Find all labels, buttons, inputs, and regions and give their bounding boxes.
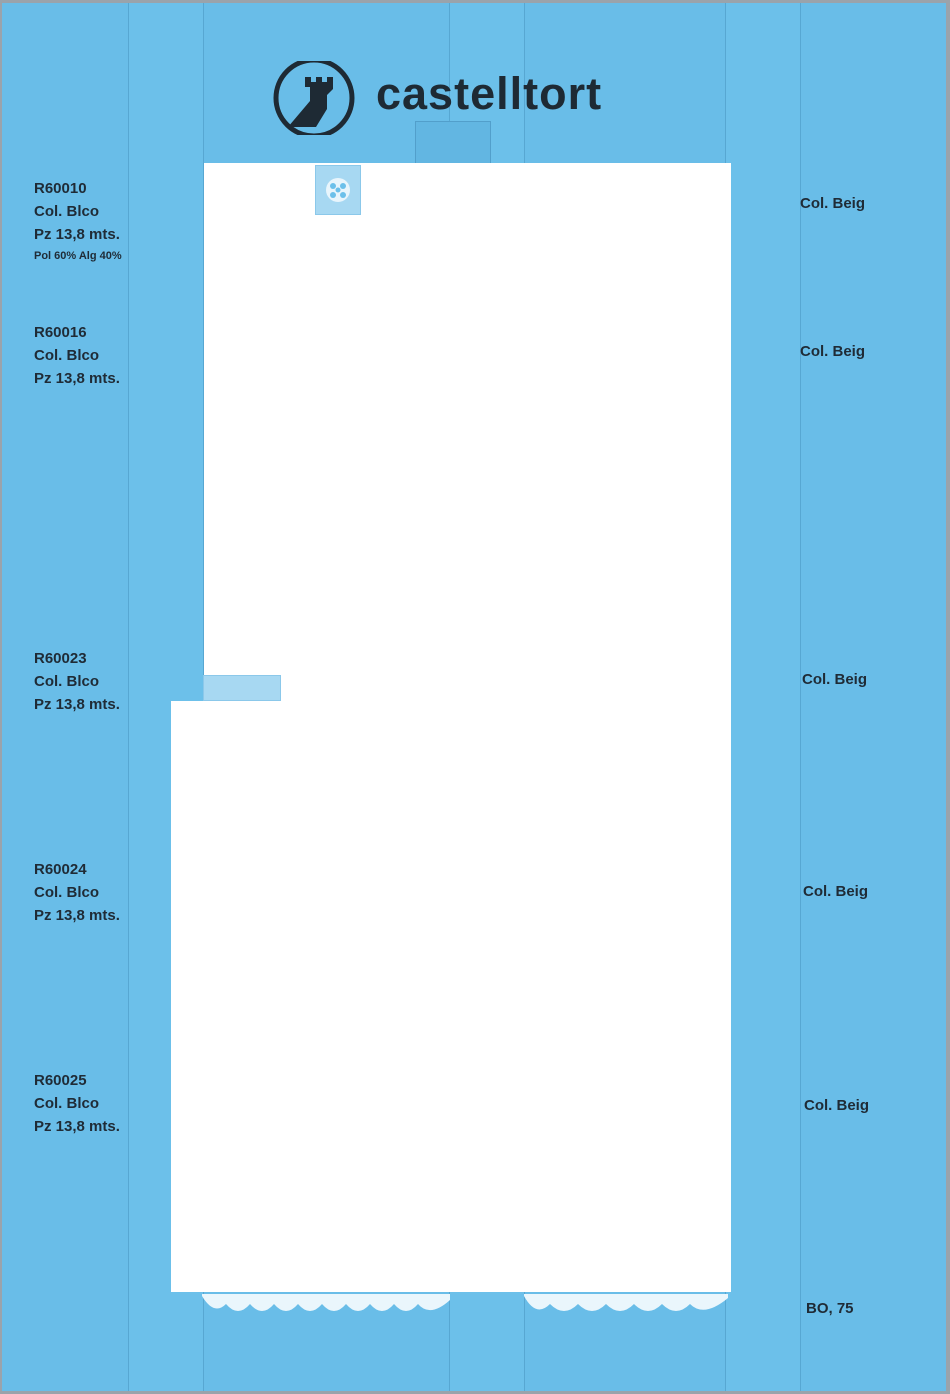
lace-sample-panel-bottom bbox=[171, 701, 731, 1292]
product-code: R60010 bbox=[34, 180, 87, 197]
brand-logo bbox=[272, 61, 692, 135]
product-length: Pz 13,8 mts. bbox=[34, 1118, 120, 1135]
product-length: Pz 13,8 mts. bbox=[34, 370, 120, 387]
product-length: Pz 13,8 mts. bbox=[34, 907, 120, 924]
footer-code: BO, 75 bbox=[806, 1300, 854, 1317]
lace-edge-left bbox=[202, 1294, 450, 1320]
lace-edge-right bbox=[524, 1294, 728, 1320]
lace-sample-panel-top bbox=[204, 163, 731, 703]
product-code: R60024 bbox=[34, 861, 87, 878]
sample-swatch-top bbox=[315, 165, 361, 215]
product-color: Col. Blco bbox=[34, 347, 100, 364]
product-length: Pz 13,8 mts. bbox=[34, 226, 120, 243]
brand-name: castelltort bbox=[376, 68, 603, 119]
variant-color-label-4: Col. Beig bbox=[803, 883, 869, 900]
product-color: Col. Blco bbox=[34, 203, 100, 220]
product-code: R60023 bbox=[34, 650, 87, 667]
product-label-3 bbox=[34, 647, 120, 716]
product-label-1 bbox=[34, 177, 122, 266]
sample-card bbox=[2, 3, 946, 1391]
product-label-2 bbox=[34, 321, 120, 390]
sample-swatch-middle bbox=[203, 675, 281, 701]
product-color: Col. Blco bbox=[34, 1095, 100, 1112]
product-code: R60016 bbox=[34, 324, 87, 341]
variant-color-label-3: Col. Beig bbox=[802, 671, 868, 688]
product-code: R60025 bbox=[34, 1072, 87, 1089]
variant-color-label-1: Col. Beig bbox=[800, 195, 866, 212]
chess-rook-icon bbox=[272, 61, 356, 135]
eyelet-flower-icon bbox=[316, 166, 360, 214]
product-composition: Pol 60% Alg 40% bbox=[34, 250, 122, 262]
card-strip-right bbox=[725, 3, 801, 1391]
product-color: Col. Blco bbox=[34, 884, 100, 901]
product-label-4 bbox=[34, 858, 120, 927]
product-label-5 bbox=[34, 1069, 120, 1138]
variant-color-label-5: Col. Beig bbox=[804, 1097, 870, 1114]
variant-color-label-2: Col. Beig bbox=[800, 343, 866, 360]
product-length: Pz 13,8 mts. bbox=[34, 696, 120, 713]
product-color: Col. Blco bbox=[34, 673, 100, 690]
